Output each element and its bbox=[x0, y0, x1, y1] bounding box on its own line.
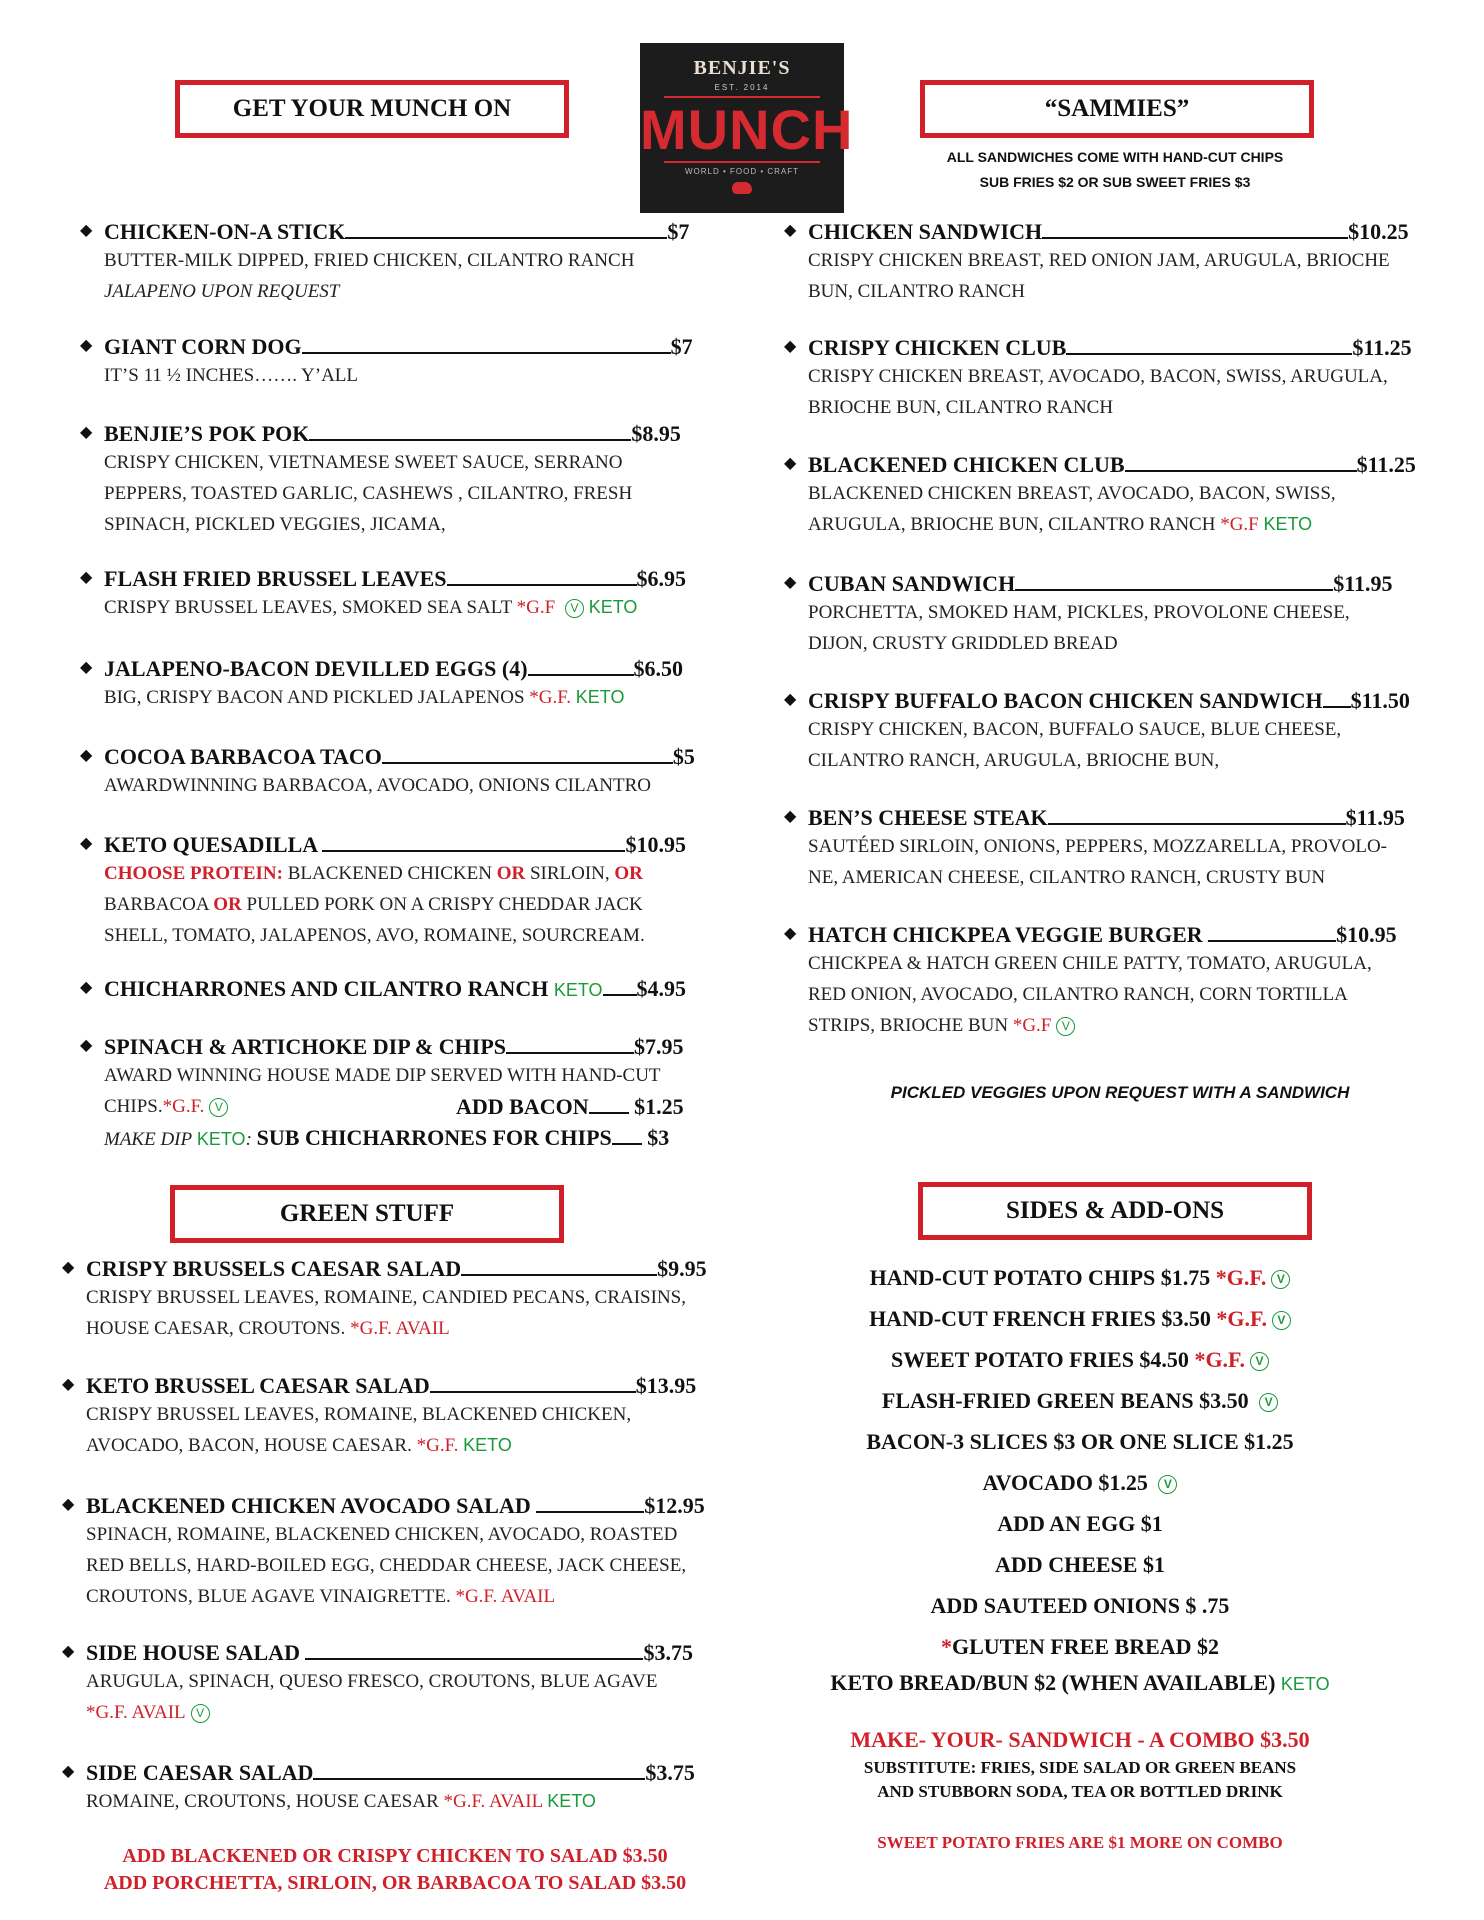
menu-item: ◆ KETO QUESADILLA $10.95 CHOOSE PROTEIN: BLACKENED CHICKEN OR SIRLOIN, OR BARBACOA OR PULLED PORK ON A CRISPY CHEDDAR JACK SHELL, TOMATO, JALAPENOS, AVO, ROMAINE, SOURCREAM. bbox=[80, 832, 686, 946]
vegetarian-icon: V bbox=[1271, 1270, 1290, 1289]
side-item: SWEET POTATO FRIES $4.50 *G.F. V bbox=[760, 1347, 1400, 1373]
vegetarian-icon: V bbox=[1272, 1311, 1291, 1330]
menu-item: ◆ CHICKEN SANDWICH $10.25 CRISPY CHICKEN BREAST, RED ONION JAM, ARUGULA, BRIOCHE BUN, CILANTRO RANCH bbox=[784, 219, 1409, 302]
menu-item: ◆ CRISPY CHICKEN CLUB $11.25 CRISPY CHICKEN BREAST, AVOCADO, BACON, SWISS, ARUGULA, BRIOCHE BUN, CILANTRO RANCH bbox=[784, 335, 1412, 418]
salad-addon-1: ADD BLACKENED OR CRISPY CHICKEN TO SALAD $3.50 bbox=[122, 1845, 668, 1867]
menu-item: ◆ BENJIE’S POK POK $8.95 CRISPY CHICKEN, VIETNAMESE SWEET SAUCE, SERRANO PEPPERS, TOASTED GARLIC, CASHEWS , CILANTRO, FRESH SPINACH, PICKLED VEGGIES, JICAMA, bbox=[80, 421, 681, 535]
sammies-footer: PICKLED VEGGIES UPON REQUEST WITH A SANDWICH bbox=[890, 1083, 1350, 1102]
menu-item: ◆ SPINACH & ARTICHOKE DIP & CHIPS $7.95 AWARD WINNING HOUSE MADE DIP SERVED WITH HAND-CUT CHIPS.*G.F. V ADD BACON $1.25 MAKE DIP KETO: SUB CHICHARRONES FOR CHIPS $3 bbox=[80, 1034, 684, 1150]
side-item: FLASH-FRIED GREEN BEANS $3.50 V bbox=[760, 1388, 1400, 1414]
side-item: ADD CHEESE $1 bbox=[995, 1552, 1165, 1577]
menu-item: ◆ CRISPY BUFFALO BACON CHICKEN SANDWICH $11.50 CRISPY CHICKEN, BACON, BUFFALO SAUCE, BLUE CHEESE, CILANTRO RANCH, ARUGULA, BRIOCHE BUN, bbox=[784, 688, 1410, 771]
section-title-munch: GET YOUR MUNCH ON bbox=[175, 80, 569, 138]
side-item: KETO BREAD/BUN $2 (WHEN AVAILABLE) KETO bbox=[830, 1670, 1330, 1695]
vegetarian-icon: V bbox=[1056, 1017, 1075, 1036]
menu-item: ◆ JALAPENO-BACON DEVILLED EGGS (4) $6.50 BIG, CRISPY BACON AND PICKLED JALAPENOS *G.F. KETO bbox=[80, 656, 684, 708]
vegetarian-icon: V bbox=[1250, 1352, 1269, 1371]
combo-title: MAKE- YOUR- SANDWICH - A COMBO $3.50 bbox=[850, 1727, 1310, 1752]
side-item: *GLUTEN FREE BREAD $2 bbox=[940, 1634, 1220, 1659]
menu-item: ◆ SIDE HOUSE SALAD $3.75 ARUGULA, SPINACH, QUESO FRESCO, CROUTONS, BLUE AGAVE *G.F. AVAIL V bbox=[62, 1640, 693, 1723]
vegetarian-icon: V bbox=[1259, 1393, 1278, 1412]
menu-item: ◆ KETO BRUSSEL CAESAR SALAD $13.95 CRISPY BRUSSEL LEAVES, ROMAINE, BLACKENED CHICKEN, AVOCADO, BACON, HOUSE CAESAR. *G.F. KETO bbox=[62, 1373, 697, 1456]
vegetarian-icon: V bbox=[565, 599, 584, 618]
menu-item: ◆ CHICKEN-ON-A STICK $7 BUTTER-MILK DIPPED, FRIED CHICKEN, CILANTRO RANCH JALAPENO UPON REQUEST bbox=[80, 219, 690, 302]
side-item: BACON-3 SLICES $3 OR ONE SLICE $1.25 bbox=[866, 1429, 1294, 1454]
menu-item: ◆ CRISPY BRUSSELS CAESAR SALAD $9.95 CRISPY BRUSSEL LEAVES, ROMAINE, CANDIED PECANS, CRAISINS, HOUSE CAESAR, CROUTONS. *G.F. AVAIL bbox=[62, 1256, 707, 1339]
combo-note: SWEET POTATO FRIES ARE $1 MORE ON COMBO bbox=[877, 1833, 1283, 1852]
salad-addon-2: ADD PORCHETTA, SIRLOIN, OR BARBACOA TO SALAD $3.50 bbox=[103, 1872, 687, 1894]
side-item: HAND-CUT POTATO CHIPS $1.75 *G.F. V bbox=[760, 1265, 1400, 1291]
restaurant-logo: BENJIE'S EST. 2014 MUNCH WORLD • FOOD • CRAFT bbox=[640, 43, 844, 213]
menu-item: ◆ GIANT CORN DOG $7 IT’S 11 ½ INCHES……. Y’ALL bbox=[80, 334, 693, 386]
section-title-green: GREEN STUFF bbox=[170, 1185, 564, 1243]
menu-item: ◆ BEN’S CHEESE STEAK $11.95 SAUTÉED SIRLOIN, ONIONS, PEPPERS, MOZZARELLA, PROVOLO- NE, AMERICAN CHEESE, CILANTRO RANCH, CRUSTY BUN bbox=[784, 805, 1405, 888]
menu-item: ◆ SIDE CAESAR SALAD $3.75 ROMAINE, CROUTONS, HOUSE CAESAR *G.F. AVAIL KETO bbox=[62, 1760, 695, 1812]
combo-details: SUBSTITUTE: FRIES, SIDE SALAD OR GREEN BEANS AND STUBBORN SODA, TEA OR BOTTLED DRINK bbox=[863, 1758, 1297, 1801]
side-item: ADD SAUTEED ONIONS $ .75 bbox=[930, 1593, 1230, 1618]
menu-item: ◆ CUBAN SANDWICH $11.95 PORCHETTA, SMOKED HAM, PICKLES, PROVOLONE CHEESE, DIJON, CRUSTY GRIDDLED BREAD bbox=[784, 571, 1393, 654]
section-title-sides: SIDES & ADD-ONS bbox=[918, 1182, 1312, 1240]
section-title-sammies: “SAMMIES” bbox=[920, 80, 1314, 138]
menu-item: ◆ FLASH FRIED BRUSSEL LEAVES $6.95 CRISPY BRUSSEL LEAVES, SMOKED SEA SALT *G.F V KETO bbox=[80, 566, 687, 618]
menu-item: ◆ CHICHARRONES AND CILANTRO RANCH KETO $4.95 bbox=[80, 976, 687, 1001]
side-item: ADD AN EGG $1 bbox=[997, 1511, 1163, 1536]
menu-item: ◆ COCOA BARBACOA TACO $5 AWARDWINNING BARBACOA, AVOCADO, ONIONS CILANTRO bbox=[80, 744, 695, 796]
menu-item: ◆ BLACKENED CHICKEN AVOCADO SALAD $12.95 SPINACH, ROMAINE, BLACKENED CHICKEN, AVOCADO, ROASTED RED BELLS, HARD-BOILED EGG, CHEDDAR CHEESE, JACK CHEESE, CROUTONS, BLUE AGAVE VINAIGRETTE. *G.F. AVAIL bbox=[62, 1493, 705, 1607]
vegetarian-icon: V bbox=[191, 1704, 210, 1723]
pig-icon bbox=[732, 182, 752, 194]
vegetarian-icon: V bbox=[1158, 1475, 1177, 1494]
sammies-note: ALL SANDWICHES COME WITH HAND-CUT CHIPS SUB FRIES $2 OR SUB SWEET FRIES $3 bbox=[946, 149, 1284, 190]
menu-item: ◆ HATCH CHICKPEA VEGGIE BURGER $10.95 CHICKPEA & HATCH GREEN CHILE PATTY, TOMATO, ARUGULA, RED ONION, AVOCADO, CILANTRO RANCH, CORN TORTILLA STRIPS, BRIOCHE BUN *G.F V bbox=[784, 922, 1397, 1036]
side-item: AVOCADO $1.25 V bbox=[760, 1470, 1400, 1496]
side-item: HAND-CUT FRENCH FRIES $3.50 *G.F. V bbox=[760, 1306, 1400, 1332]
vegetarian-icon: V bbox=[209, 1098, 228, 1117]
menu-item: ◆ BLACKENED CHICKEN CLUB $11.25 BLACKENED CHICKEN BREAST, AVOCADO, BACON, SWISS, ARUGULA, BRIOCHE BUN, CILANTRO RANCH *G.F KETO bbox=[784, 452, 1416, 535]
